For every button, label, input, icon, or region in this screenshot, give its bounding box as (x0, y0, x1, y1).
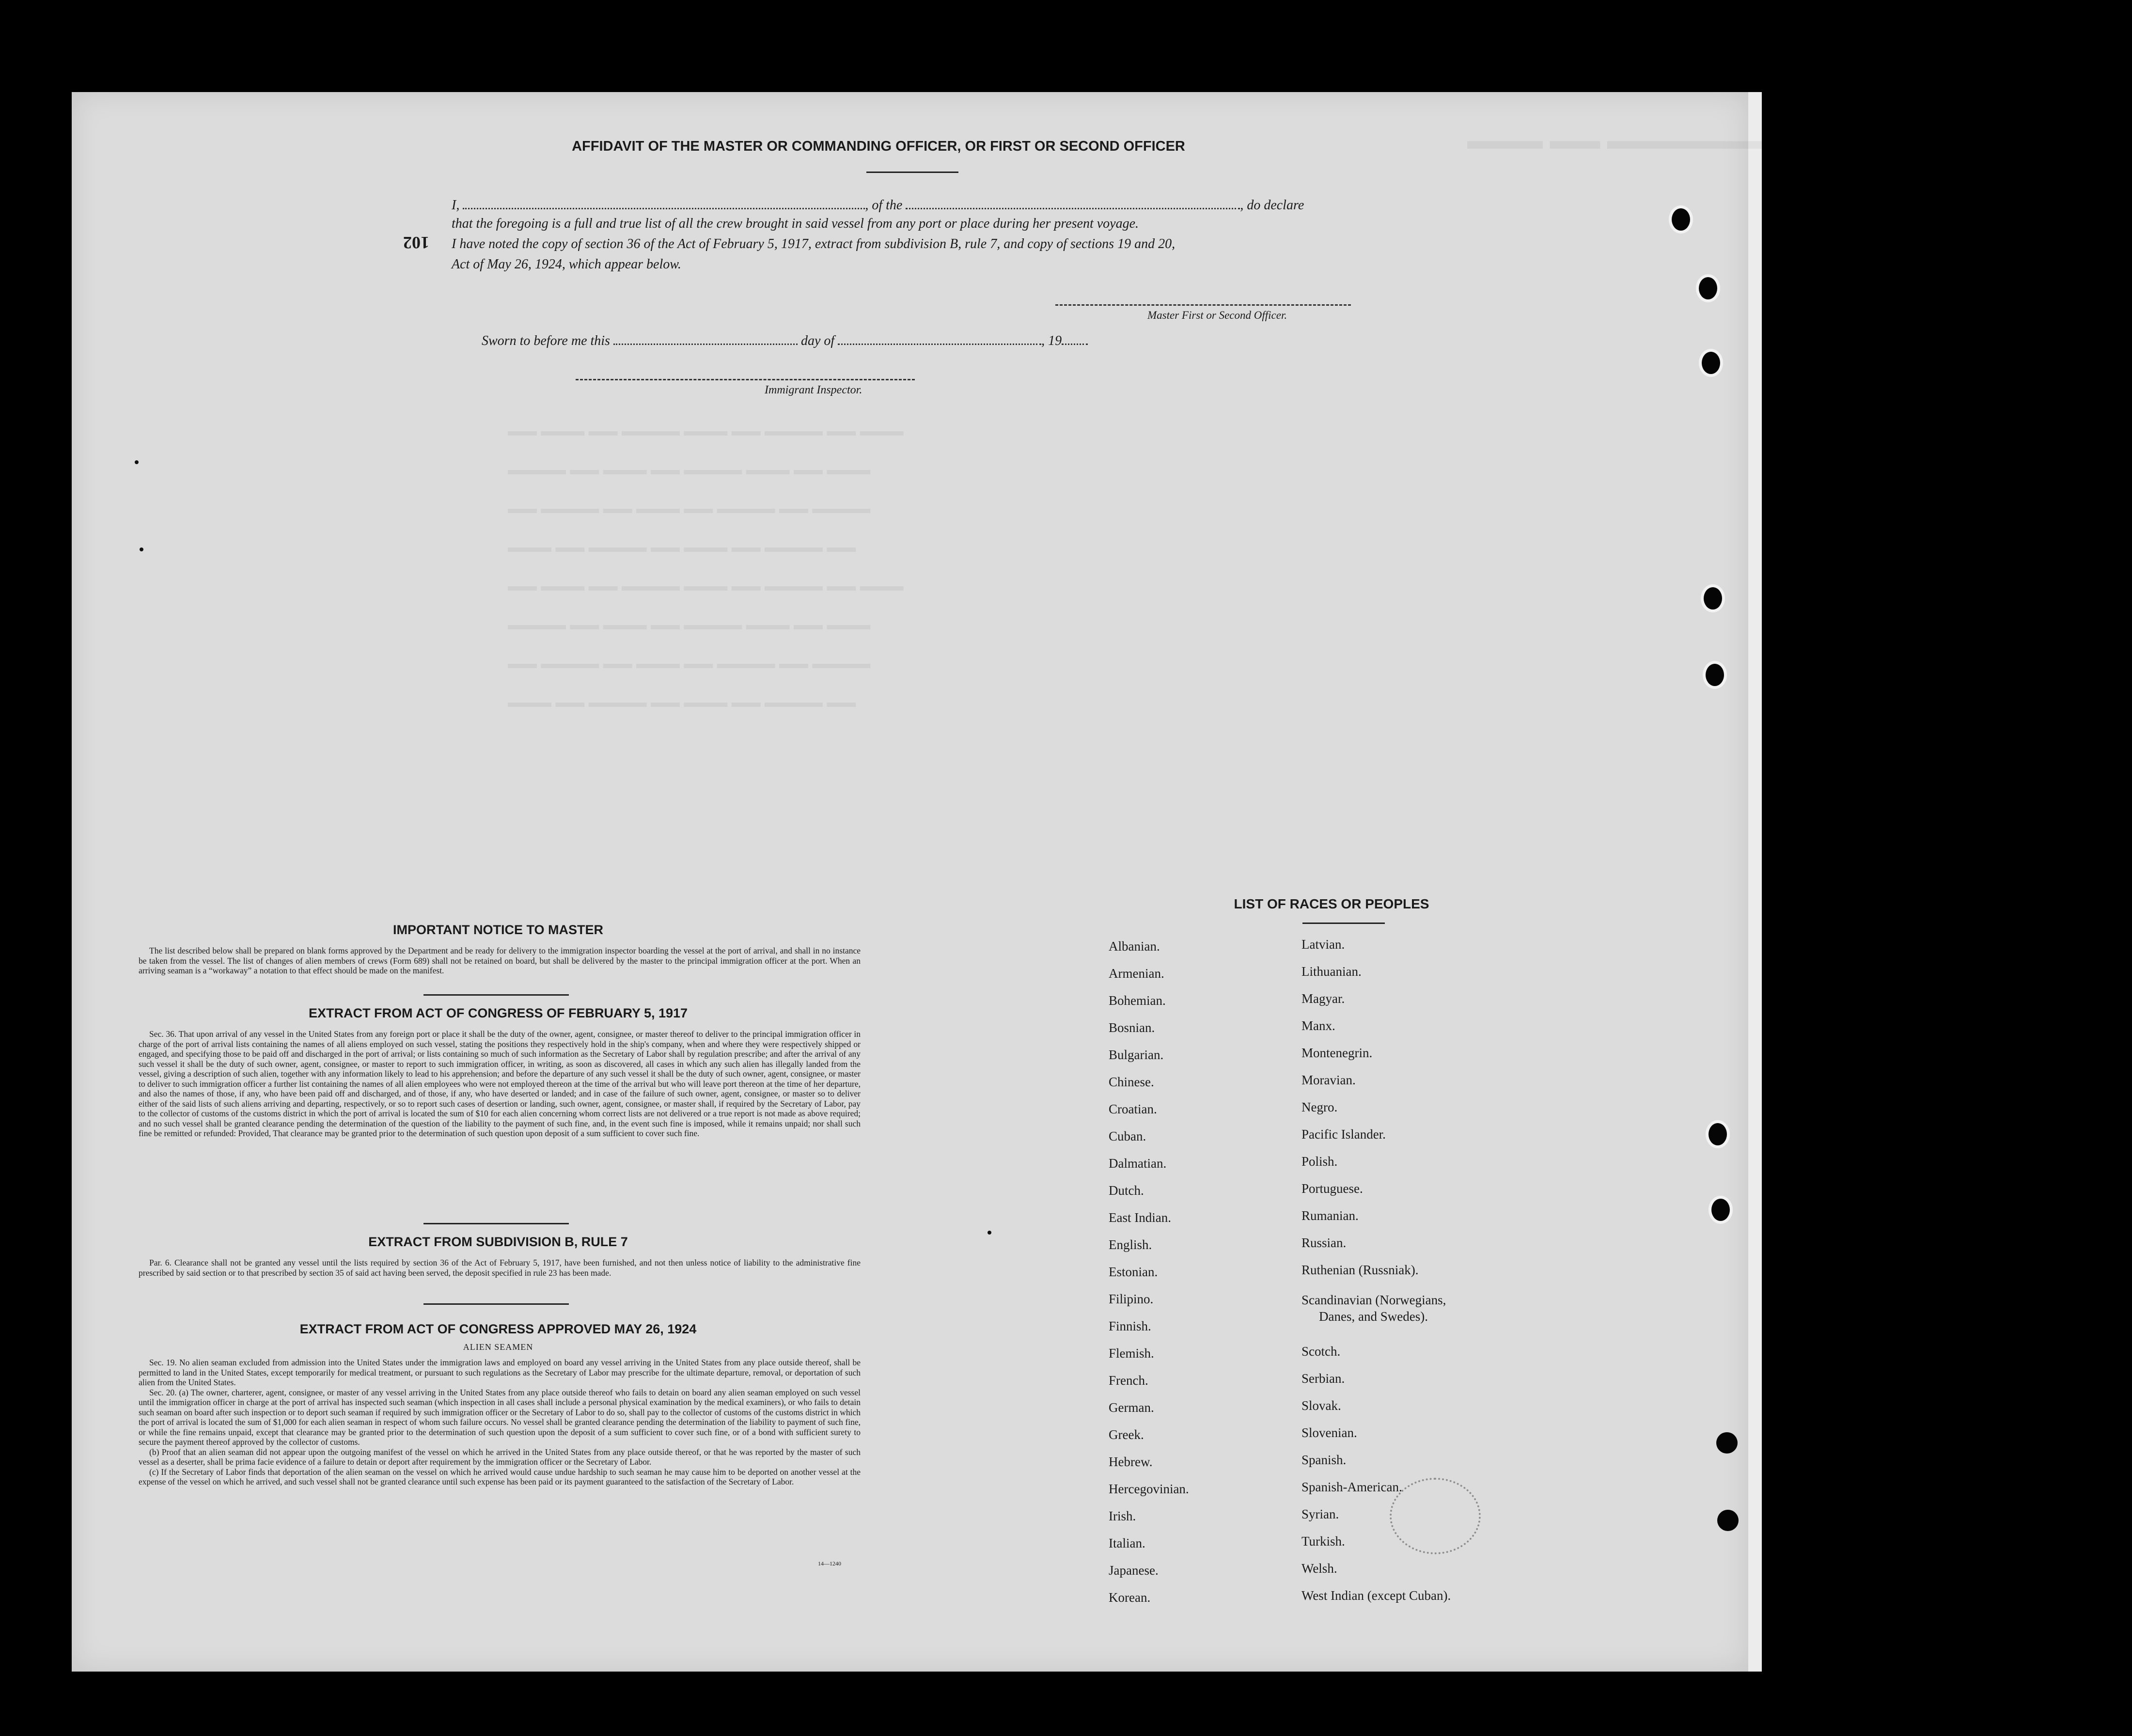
races-title: LIST OF RACES OR PEOPLES (1234, 896, 1429, 911)
inspector-signature-label: Immigrant Inspector. (765, 384, 862, 396)
race-item: Hebrew. (1109, 1454, 1153, 1469)
inspector-signature-line[interactable] (576, 379, 915, 380)
race-item: Magyar. (1301, 991, 1345, 1006)
race-item: Bulgarian. (1109, 1048, 1164, 1062)
race-item: Russian. (1301, 1236, 1347, 1250)
form-number: 14—1240 (818, 1560, 841, 1567)
race-item: Polish. (1301, 1154, 1338, 1169)
race-item: German. (1109, 1400, 1154, 1415)
affidavit-of-the-label: , of the (865, 198, 903, 213)
race-item: Filipino. (1109, 1292, 1154, 1306)
affidavit-line-4: Act of May 26, 1924, which appear below. (452, 257, 681, 272)
race-item: Dutch. (1109, 1183, 1144, 1198)
binder-hole (1709, 1196, 1733, 1224)
race-item: Negro. (1301, 1100, 1338, 1114)
binder-hole (1669, 205, 1693, 234)
extract-1924-subtitle: ALIEN SEAMEN (463, 1342, 533, 1352)
declarant-name-blank[interactable] (463, 196, 865, 209)
race-item: Montenegrin. (1301, 1046, 1373, 1060)
race-item: Armenian. (1109, 966, 1164, 981)
document-page (72, 92, 2132, 1672)
race-item: Slovenian. (1301, 1425, 1357, 1440)
section-divider (423, 1223, 569, 1224)
race-item: Finnish. (1109, 1319, 1151, 1333)
stamp-mark (1390, 1478, 1481, 1554)
binder-hole (1706, 1120, 1730, 1148)
vessel-blank[interactable] (906, 196, 1240, 209)
race-item: Syrian. (1301, 1507, 1339, 1521)
sworn-day-blank[interactable] (613, 331, 798, 345)
race-item: Manx. (1301, 1018, 1335, 1033)
affidavit-line-2: that the foregoing is a full and true list of all the crew brought in said vessel from any port or place during her present voyage. (452, 216, 1139, 231)
race-item: Korean. (1109, 1590, 1151, 1605)
sworn-month-blank[interactable] (838, 331, 1041, 345)
race-item: Irish. (1109, 1509, 1136, 1523)
extract-rule7-block (139, 1258, 861, 1278)
extract-rule7-text: Par. 6. Clearance shall not be granted any vessel until the lists required by section 36 of the Act of February 5, 1917, have been furnished, and not then unless notice of liability to the administrative fine prescribed by said section or to that prescribed by section 35 of said act having been served, the deposit specified in rule 23 has been made. (139, 1258, 861, 1278)
binder-hole (1716, 1432, 1738, 1454)
extract-1917-title: EXTRACT FROM ACT OF CONGRESS OF FEBRUARY 5, 1917 (308, 1006, 688, 1020)
affidavit-declare-label: , do declare (1240, 198, 1304, 213)
margin-page-number: 102 (403, 233, 429, 252)
extract-1924-block (139, 1358, 861, 1487)
sworn-day-label: day of (800, 333, 835, 349)
race-item: Dalmatian. (1109, 1156, 1167, 1171)
race-item: Spanish-American. (1301, 1480, 1402, 1494)
binder-hole (1699, 349, 1723, 377)
sworn-line (482, 331, 1088, 349)
race-item-continuation: Danes, and Swedes). (1319, 1309, 1428, 1324)
race-item: Croatian. (1109, 1102, 1157, 1116)
race-item: Albanian. (1109, 939, 1160, 954)
race-item: Rumanian. (1301, 1208, 1359, 1223)
ink-speck (135, 460, 139, 464)
binder-hole (1696, 274, 1720, 302)
binder-hole (1703, 661, 1727, 689)
race-item: Flemish. (1109, 1346, 1154, 1361)
extract-1917-text: Sec. 36. That upon arrival of any vessel in the United States from any foreign port or place it shall be the duty of the owner, agent, consignee, or master thereof to deliver to the principal immigration officer in charge of the port of arrival lists containing the names of all aliens employed on such vessel, stating the positions they respectively hold in the ship's company, when and where they were respectively shipped or engaged, and specifying those to be paid off and discharged in the port of arrival; or lists containing so much of such information as the Secretary of Labor shall by regulation prescribe; and after the arrival of any such vessel it shall be the duty of such owner, agent, consignee, or master to report to such immigration officer, in writing, as soon as discovered, all cases in which any such alien has illegally landed from the vessel, giving a description of such alien, together with any information likely to lead to his apprehension; and before the departure of any such vessel it shall be the duty of such owner, agent, consignee, or master to deliver to such immigration officer a further list containing the names of all alien employees who were not employed thereon at the time of the arrival but who will leave port thereon at the time of her departure, and also the names of those, if any, who have been paid off and discharged, and of those, if any, who have deserted or landed; and in case of the failure of such owner, agent, consignee, or master so to deliver either of the said lists of such aliens arriving and departing, respectively, or so to report such cases of desertion or landing, such owner, agent, consignee, or master shall, if required by the Secretary of Labor, pay to the collector of customs of the customs district in which the port of arrival is located the sum of $10 for each alien concerning whom correct lists are not delivered or a true report is not made as above required; and no such vessel shall be granted clearance pending the determination of the question of the liability to the payment of such fine, and, in the event such fine is imposed, while it remains unpaid; nor shall such fine be remitted or refunded: Provided, That clearance may be granted prior to the determination of such question upon deposit of a sum sufficient to cover such fine. (139, 1029, 861, 1138)
binder-hole (1701, 584, 1725, 612)
race-item: Greek. (1109, 1427, 1144, 1442)
bleed-through-heading: ▬▬▬ ▬▬ ▬▬▬▬▬▬▬ ▬▬▬▬▬▬ ▬▬ ▬▬▬▬▬ (1467, 126, 2132, 155)
race-item: Portuguese. (1301, 1181, 1363, 1196)
race-item: English. (1109, 1237, 1152, 1252)
race-item: Welsh. (1301, 1561, 1337, 1576)
race-item: Japanese. (1109, 1563, 1159, 1578)
binder-hole (1717, 1510, 1739, 1531)
race-item: Cuban. (1109, 1129, 1146, 1143)
affidavit-i-label: I, (452, 198, 460, 213)
race-item: Lithuanian. (1301, 964, 1362, 979)
section-divider (423, 994, 569, 996)
sec-20b-text: (b) Proof that an alien seaman did not appear upon the outgoing manifest of the vessel on which he arrived in the United States from any place outside thereof, or that he was reported by the master of such vessel as a deserter, shall be prima facie evidence of a failure to detain or deport after requirement by the immigration officer or the Secretary of Labor. (139, 1447, 861, 1467)
sec-20c-text: (c) If the Secretary of Labor finds that deportation of the alien seaman on the vessel on which he arrived would cause undue hardship to such seaman he may cause him to be deported on another vessel at the expense of the vessel on which he arrived, and such vessel shall not be granted clearance until such expense has been paid or its payment guaranteed to the satisfaction of the Secretary of Labor. (139, 1467, 861, 1486)
race-item: Pacific Islander. (1301, 1127, 1386, 1142)
race-item: West Indian (except Cuban). (1301, 1588, 1451, 1603)
section-divider (423, 1303, 569, 1305)
race-item: Hercegovinian. (1109, 1482, 1189, 1496)
races-divider (1302, 923, 1385, 924)
race-item: Bosnian. (1109, 1020, 1155, 1035)
extract-rule7-title: EXTRACT FROM SUBDIVISION B, RULE 7 (368, 1235, 628, 1249)
race-item: Chinese. (1109, 1075, 1154, 1089)
race-item: Latvian. (1301, 937, 1345, 952)
ink-speck (140, 547, 143, 551)
race-item: Spanish. (1301, 1453, 1347, 1467)
title-divider (866, 172, 958, 173)
ink-speck (988, 1231, 991, 1235)
race-item: Estonian. (1109, 1265, 1158, 1279)
race-item: Moravian. (1301, 1073, 1356, 1087)
sec-19-text: Sec. 19. No alien seaman excluded from admission into the United States under the immigration laws and employed on board any vessel arriving in the United States from any place outside thereof, shall be permitted to land in the United States, except temporarily for medical treatment, or pursuant to such regulations as the Secretary of Labor may prescribe for the ultimate departure, removal, or deportation of such alien from the United States. (139, 1358, 861, 1387)
race-item: Scotch. (1301, 1344, 1341, 1359)
race-item: Scandinavian (Norwegians, (1301, 1293, 1446, 1307)
master-signature-line[interactable] (1055, 304, 1351, 306)
bleed-through-table: ▬▬ ▬▬▬ ▬▬ ▬▬▬▬ ▬▬▬ ▬▬ ▬▬▬▬ ▬▬ ▬▬▬ ▬▬▬▬ ▬▬ ▬▬▬ ▬▬ ▬▬▬▬ ▬▬▬ ▬▬ ▬▬▬ ▬▬ ▬▬▬▬ ▬▬ ▬▬▬ ▬▬ ▬▬▬▬ ▬▬ ▬▬▬▬ ▬▬▬ ▬▬ ▬▬▬▬ ▬▬ ▬▬▬ ▬▬ ▬▬▬▬ ▬▬ ▬▬ ▬▬▬ ▬▬ ▬▬▬▬ ▬▬▬ ▬▬ ▬▬▬▬ ▬▬ ▬▬▬ ▬▬▬▬ ▬▬ ▬▬▬ ▬▬ ▬▬▬▬ ▬▬▬ ▬▬ ▬▬▬ ▬▬ ▬▬▬▬ ▬▬ ▬▬▬ ▬▬ ▬▬▬▬ ▬▬ ▬▬▬▬ ▬▬▬ ▬▬ ▬▬▬▬ ▬▬ ▬▬▬ ▬▬ ▬▬▬▬ ▬▬ (508, 423, 904, 710)
race-item: Italian. (1109, 1536, 1145, 1550)
race-item: Slovak. (1301, 1398, 1341, 1413)
notice-title: IMPORTANT NOTICE TO MASTER (393, 923, 603, 937)
race-item: Ruthenian (Russniak). (1301, 1263, 1419, 1277)
extract-1924-title: EXTRACT FROM ACT OF CONGRESS APPROVED MAY 26, 1924 (299, 1322, 697, 1336)
race-item: East Indian. (1109, 1210, 1171, 1225)
affidavit-line-3: I have noted the copy of section 36 of the Act of February 5, 1917, extract from subdivision B, rule 7, and copy of sections 19 and 20, (452, 236, 1176, 251)
race-item: Turkish. (1301, 1534, 1345, 1548)
sworn-year-blank[interactable] (1062, 331, 1088, 345)
sworn-prefix: Sworn to before me this (482, 333, 610, 349)
notice-text-block (139, 946, 861, 976)
affidavit-title: AFFIDAVIT OF THE MASTER OR COMMANDING OFFICER, OR FIRST OR SECOND OFFICER (572, 139, 1185, 154)
sec-20a-text: Sec. 20. (a) The owner, charterer, agent, consignee, or master of any vessel arriving in the United States from any place outside thereof who fails to detain on board any alien seaman employed on such vessel until the immigration officer in charge at the port of arrival has inspected such seaman (which inspection in all cases shall include a personal physical examination by the medical examiners), or who fails to detain such seaman on board after such inspection or to deport such seaman if required by such immigration officer or the Secretary of Labor to do so, shall pay to the collector of customs of the customs district in which the port of arrival is located the sum of $1,000 for each alien seaman in respect of whom such failure occurs. No vessel shall be granted clearance pending the determination of the liability to payment of such fine, or while the fine remains unpaid, except that clearance may be granted prior to the determination of such question upon the deposit of a sum sufficient to cover such fine, or of a bond with sufficient surety to secure the payment thereof approved by the collector of customs. (139, 1387, 861, 1447)
race-item: French. (1109, 1373, 1148, 1388)
extract-1917-block (139, 1029, 861, 1139)
master-signature-label: Master First or Second Officer. (1147, 309, 1287, 321)
sworn-year-label: , 19 (1041, 333, 1062, 349)
race-item: Serbian. (1301, 1371, 1345, 1386)
race-item: Bohemian. (1109, 993, 1166, 1008)
affidavit-declaration-line (452, 196, 1450, 213)
notice-text: The list described below shall be prepared on blank forms approved by the Department and be ready for delivery to the immigration inspector boarding the vessel at the port of arrival, and shall in no instance be taken from the vessel. The list of changes of alien members of crews (Form 689) shall not be retained on board, but shall be delivered by the master to the principal immigration officer at the port. When an arriving seaman is a “workaway” a notation to that effect should be made on the manifest. (139, 946, 861, 975)
